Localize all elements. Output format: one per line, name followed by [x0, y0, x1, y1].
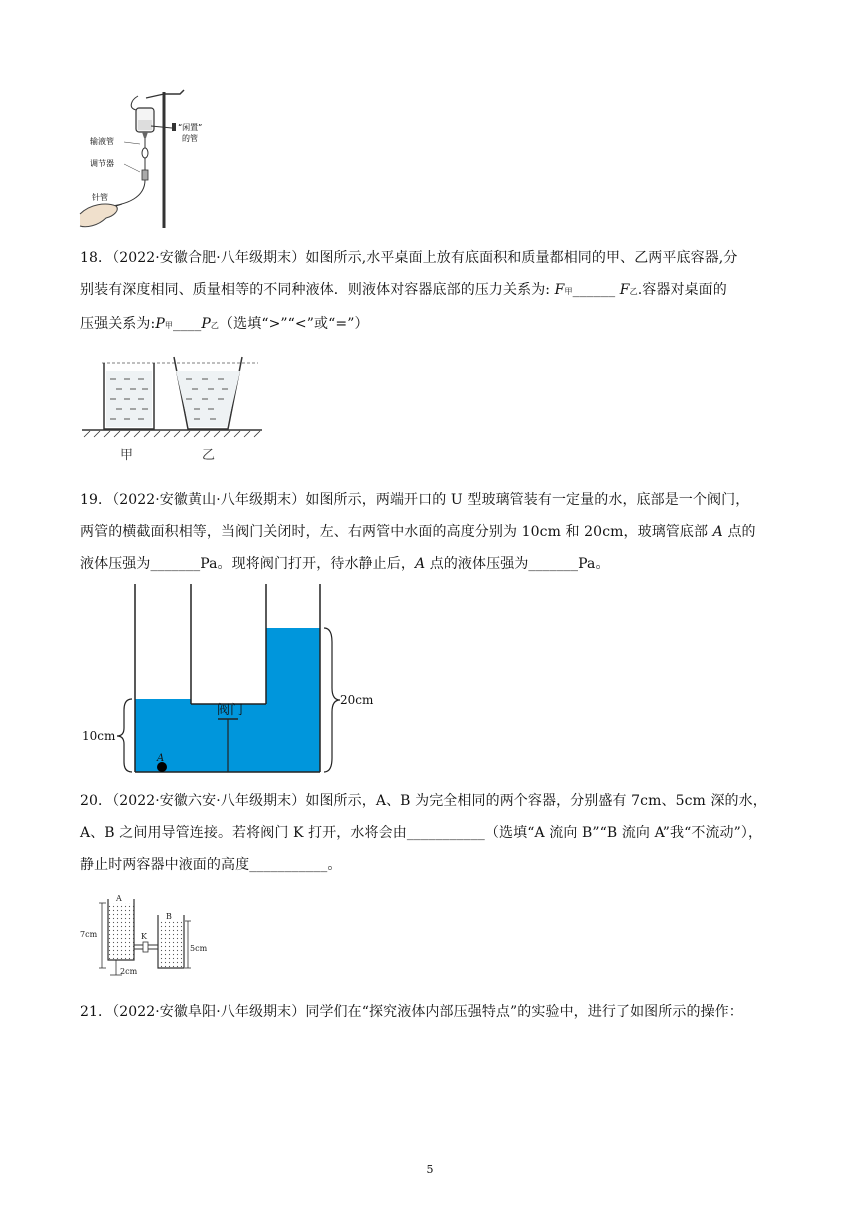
label-idle-b: 的管: [182, 134, 198, 143]
q20-blank-2: ___________: [249, 857, 328, 873]
q18-line-3: 压强关系为:P甲____P乙（选填“>”“<”或“=”）: [80, 316, 369, 332]
question-19: [80, 484, 780, 580]
u-tube-figure: [80, 584, 380, 776]
label-point-a: A: [157, 753, 165, 764]
iv-drip-figure: [76, 86, 226, 236]
label-container-a: A: [116, 894, 122, 903]
label-jia: 甲: [120, 448, 134, 463]
label-idle-a: “闲置”: [178, 123, 203, 132]
q19-line-2: 两管的横截面积相等，当阀门关闭时，左、右两管中水面的高度分别为 10cm 和 20cm，玻璃管底部 A 点的: [80, 524, 756, 540]
q18-blank-1: ______: [572, 282, 616, 298]
q18-blank-2: ____: [172, 316, 202, 332]
question-20: [80, 785, 780, 881]
q20-source: （2022·安徽六安·八年级期末）: [112, 793, 306, 809]
q18-source: （2022·安徽合肥·八年级期末）: [112, 250, 306, 266]
label-needle: 针管: [92, 193, 108, 202]
q18-line-2: 别装有深度相同、质量相等的不同种液体．则液体对容器底部的压力关系为: F甲______ F乙.容器对桌面的: [80, 282, 727, 298]
q19-source: （2022·安徽黄山·八年级期末）: [112, 492, 306, 508]
question-18: [80, 242, 780, 342]
q20-line-1: 20．（2022·安徽六安·八年级期末）如图所示，A、B 为完全相同的两个容器，分别盛有 7cm、5cm 深的水，: [80, 793, 767, 809]
q20-line-3: 静止时两容器中液面的高度___________。: [80, 857, 342, 873]
q20-line-2: A、B 之间用导管连接。若将阀门 K 打开，水将会由___________（选填“A 流向 B”“B 流向 A”我“不流动”），: [80, 825, 763, 841]
label-container-b: B: [166, 912, 172, 921]
label-10cm: 10cm: [82, 729, 116, 743]
label-regulator: 调节器: [90, 159, 114, 168]
q19-blank-1: _______: [150, 556, 201, 572]
label-tube: 输液管: [90, 137, 114, 146]
label-2cm: 2cm: [120, 967, 138, 976]
q19-line-3: 液体压强为_______Pa。现将阀门打开，待水静止后，A 点的液体压强为_______Pa。: [80, 556, 610, 572]
connected-containers-figure: [80, 893, 220, 983]
page-number: 5: [426, 1163, 434, 1176]
q18-line-1: 18．（2022·安徽合肥·八年级期末）如图所示,水平桌面上放有底面积和质量都相同的甲、乙两平底容器,分: [80, 250, 738, 266]
q19-blank-2: _______: [528, 556, 579, 572]
label-valve: 阀门: [217, 703, 244, 718]
question-21: [80, 996, 780, 1028]
label-20cm: 20cm: [340, 693, 374, 707]
q20-blank-1: ___________: [406, 825, 485, 841]
q21-source: （2022·安徽阜阳·八年级期末）: [112, 1004, 306, 1020]
label-valve-k: K: [141, 932, 147, 941]
q21-line-1: 21．（2022·安徽阜阳·八年级期末）同学们在“探究液体内部压强特点”的实验中，进行了如图所示的操作：: [80, 1004, 743, 1020]
label-yi: 乙: [202, 448, 216, 463]
label-5cm: 5cm: [190, 944, 208, 953]
label-7cm: 7cm: [80, 930, 98, 939]
containers-figure: [82, 353, 262, 465]
q19-line-1: 19．（2022·安徽黄山·八年级期末）如图所示，两端开口的 U 型玻璃管装有一定量的水，底部是一个阀门，: [80, 492, 750, 508]
